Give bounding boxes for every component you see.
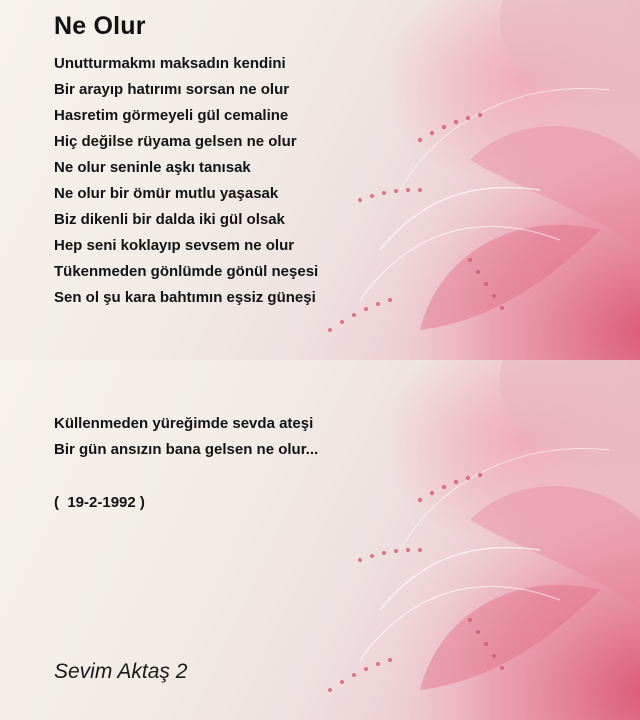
poem-stanza-1 [54, 54, 318, 314]
poem-line: Hep seni koklayıp sevsem ne olur [54, 237, 295, 254]
poem-line: Bir arayıp hatırımı sorsan ne olur [54, 81, 290, 98]
poem-line: Ne olur seninle aşkı tanısak [54, 159, 251, 176]
poem-line: Biz dikenli bir dalda iki gül olsak [54, 211, 285, 228]
poem-line: Bir gün ansızın bana gelsen ne olur... [54, 441, 319, 458]
poem-line: Hasretim görmeyeli gül cemaline [54, 107, 289, 124]
poem-date: ( 19-2-1992 ) [54, 494, 145, 511]
poem-line: Unutturmakmı maksadın kendini [54, 55, 286, 72]
poem-title: Ne Olur [54, 12, 146, 40]
poem-line: Sen ol şu kara bahtımın eşsiz güneşi [54, 289, 316, 306]
poem-line: Küllenmeden yüreğimde sevda ateşi [54, 415, 314, 432]
poem-line: Tükenmeden gönlümde gönül neşesi [54, 263, 319, 280]
poem-stanza-2 [54, 414, 318, 466]
poem-line: Ne olur bir ömür mutlu yaşasak [54, 185, 279, 202]
poem-line: Hiç değilse rüyama gelsen ne olur [54, 133, 297, 150]
poem-author: Sevim Aktaş 2 [54, 660, 188, 683]
